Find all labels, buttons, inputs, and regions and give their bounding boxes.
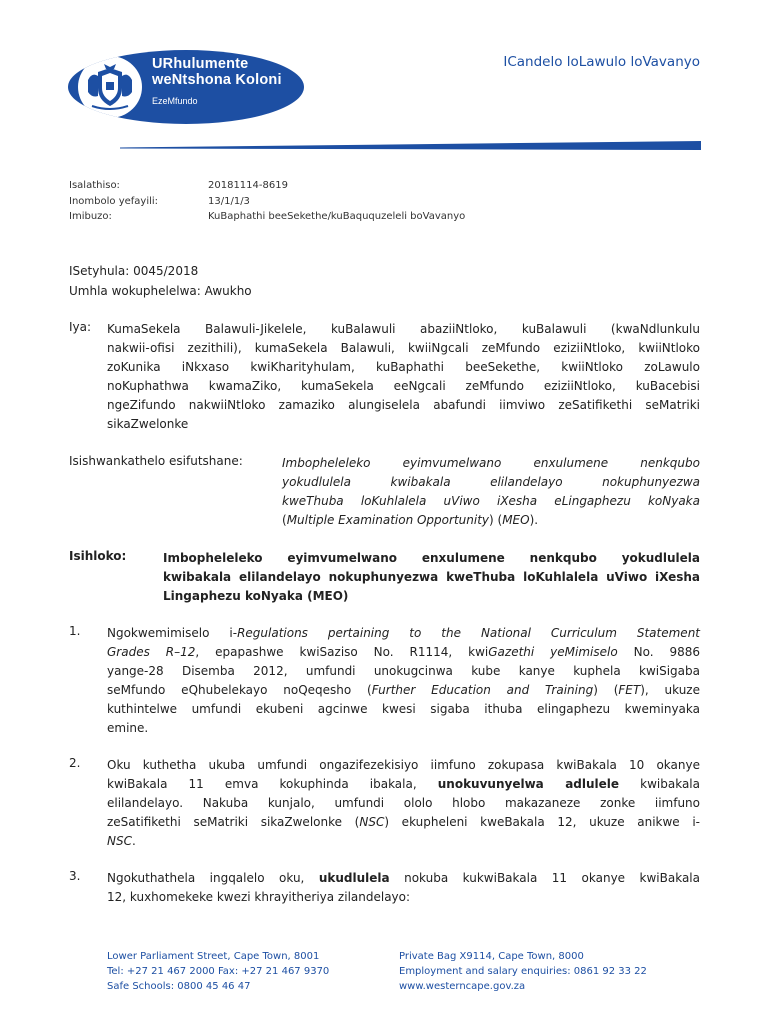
text-line: Ngokuthathela ingqalelo oku, ukudlulela nokuba kukwiBakala 11 okanye kwiBakala xyxy=(107,871,700,885)
reference-label: Isalathiso: xyxy=(69,180,120,191)
subject-label: Isihloko: xyxy=(69,549,127,563)
text-line: kwibakala elilandelayo nokuphunyezwa kweThuba loKuhlalela uViwo iXesha xyxy=(163,570,700,584)
subject-text xyxy=(163,549,700,606)
text-line: sikaZwelonke xyxy=(107,417,189,431)
text-line: 12, kuxhomekeke kwezi khrayitheriya zilandelayo: xyxy=(107,890,411,904)
footer-website-link[interactable]: www.westerncape.gov.za xyxy=(399,981,526,992)
text-line: noKuphathwa kwamaZiko, kumaSekela eeNgcali zeMfundo eziziiNtloko, kuBacebisi xyxy=(107,379,700,393)
footer-postal: Private Bag X9114, Cape Town, 8000 xyxy=(399,951,584,962)
coat-of-arms-icon xyxy=(78,56,142,118)
file-number-value: 13/1/1/3 xyxy=(208,196,250,207)
text-line: Oku kuthetha ukuba umfundi ongazifezekisiyo iimfuno zokupasa kwiBakala 10 okanye xyxy=(107,758,700,772)
addressee-list xyxy=(107,320,700,434)
text-line: nakwii-ofisi zezithili), kumaSekela Balawuli, kwiiNgcali zeMfundo eziziiNtloko, kwiiNtloko xyxy=(107,341,700,355)
enquiries-label: Imibuzo: xyxy=(69,211,112,222)
text-line: kwiBakala 11 emva kokuphinda ibakala, unokuvunyelwa adlulele kwibakala xyxy=(107,777,700,791)
text-line: zeSatifikethi seMatriki sikaZwelonke (NSC) ekupheleni kweBakala 12, ukuze anikwe i- xyxy=(107,815,700,829)
text-line: Ngokwemimiselo i-Regulations pertaining to the National Curriculum Statement xyxy=(107,626,701,640)
department-title: ICandelo loLawulo loVavanyo xyxy=(503,54,700,70)
addressee-label: Iya: xyxy=(69,320,92,334)
header-divider xyxy=(120,141,701,150)
text-line: elilandelayo. Nakuba kunjalo, umfundi ololo hlobo makazaneze zonke iimfuno xyxy=(107,796,700,810)
text-line: Imbopheleleko eyimvumelwano enxulumene nenkqubo xyxy=(282,456,700,470)
item-number: 1. xyxy=(69,624,81,638)
text-line: Imbopheleleko eyimvumelwano enxulumene nenkqubo yokudlulela xyxy=(163,551,700,565)
text-line: emine. xyxy=(107,721,149,735)
numbered-paragraph xyxy=(107,756,700,851)
numbered-paragraph xyxy=(107,624,700,738)
circular-number: ISetyhula: 0045/2018 xyxy=(69,264,199,278)
text-line: Grades R–12, epapashwe kwiSaziso No. R1114, kwiGazethi yeMimiselo No. 9886 xyxy=(107,645,700,659)
text-line: Lingaphezu koNyaka (MEO) xyxy=(163,589,349,603)
text-line: kuthintelwe umfundi ekubeni agcinwe kwesi sigaba ithuba elingaphezu kweminyaka xyxy=(107,702,700,716)
text-line: yange-28 Disemba 2012, umfundi unokugcinwa kube kanye kuphela kwiSigaba xyxy=(107,664,700,678)
logo-subtitle: EzeMfundo xyxy=(152,96,198,106)
logo-title-line2: weNtshona Koloni xyxy=(152,72,282,88)
expiry-date: Umhla wokuphelelwa: Awukho xyxy=(69,284,252,298)
summary-text xyxy=(282,454,700,530)
footer-contact xyxy=(399,949,647,994)
file-number-label: Inombolo yefayili: xyxy=(69,196,159,207)
text-line: yokudlulela kwibakala elilandelayo nokuphunyezwa xyxy=(282,475,700,489)
reference-value: 20181114-8619 xyxy=(208,180,288,191)
footer-street: Lower Parliament Street, Cape Town, 8001 xyxy=(107,951,320,962)
text-line: KumaSekela Balawuli-Jikelele, kuBalawuli abaziiNtloko, kuBalawuli (kwaNdlunkulu xyxy=(107,322,700,336)
enquiries-value: KuBaphathi beeSekethe/kuBaququzeleli boVavanyo xyxy=(208,211,466,222)
footer-address xyxy=(107,949,329,994)
text-line: (Multiple Examination Opportunity) (MEO). xyxy=(282,513,539,527)
numbered-paragraph xyxy=(107,869,700,907)
text-line: zoKunika iNkxaso kwiKharityhulam, kuBaphathi beeSekethe, kwiiNtloko zoLawulo xyxy=(107,360,700,374)
logo-title-line1: URhulumente xyxy=(152,56,249,72)
text-line: seMfundo eQhubelekayo noQeqesho (Further Education and Training) (FET), ukuze xyxy=(107,683,700,697)
footer-safe-schools: Safe Schools: 0800 45 46 47 xyxy=(107,981,251,992)
text-line: kweThuba loKuhlalela uViwo iXesha eLingaphezu koNyaka xyxy=(282,494,700,508)
logo-emblem xyxy=(68,50,304,124)
item-number: 2. xyxy=(69,756,81,770)
item-number: 3. xyxy=(69,869,81,883)
text-line: ngeZifundo nakwiiNtloko zamaziko alungiselela abafundi iimviwo zeSatifikethi seMatriki xyxy=(107,398,700,412)
text-line: NSC. xyxy=(107,834,136,848)
footer-phone: Tel: +27 21 467 2000 Fax: +27 21 467 9370 xyxy=(107,966,330,977)
summary-label: Isishwankathelo esifutshane: xyxy=(69,454,243,468)
footer-enquiries: Employment and salary enquiries: 0861 92 33 22 xyxy=(399,966,647,977)
